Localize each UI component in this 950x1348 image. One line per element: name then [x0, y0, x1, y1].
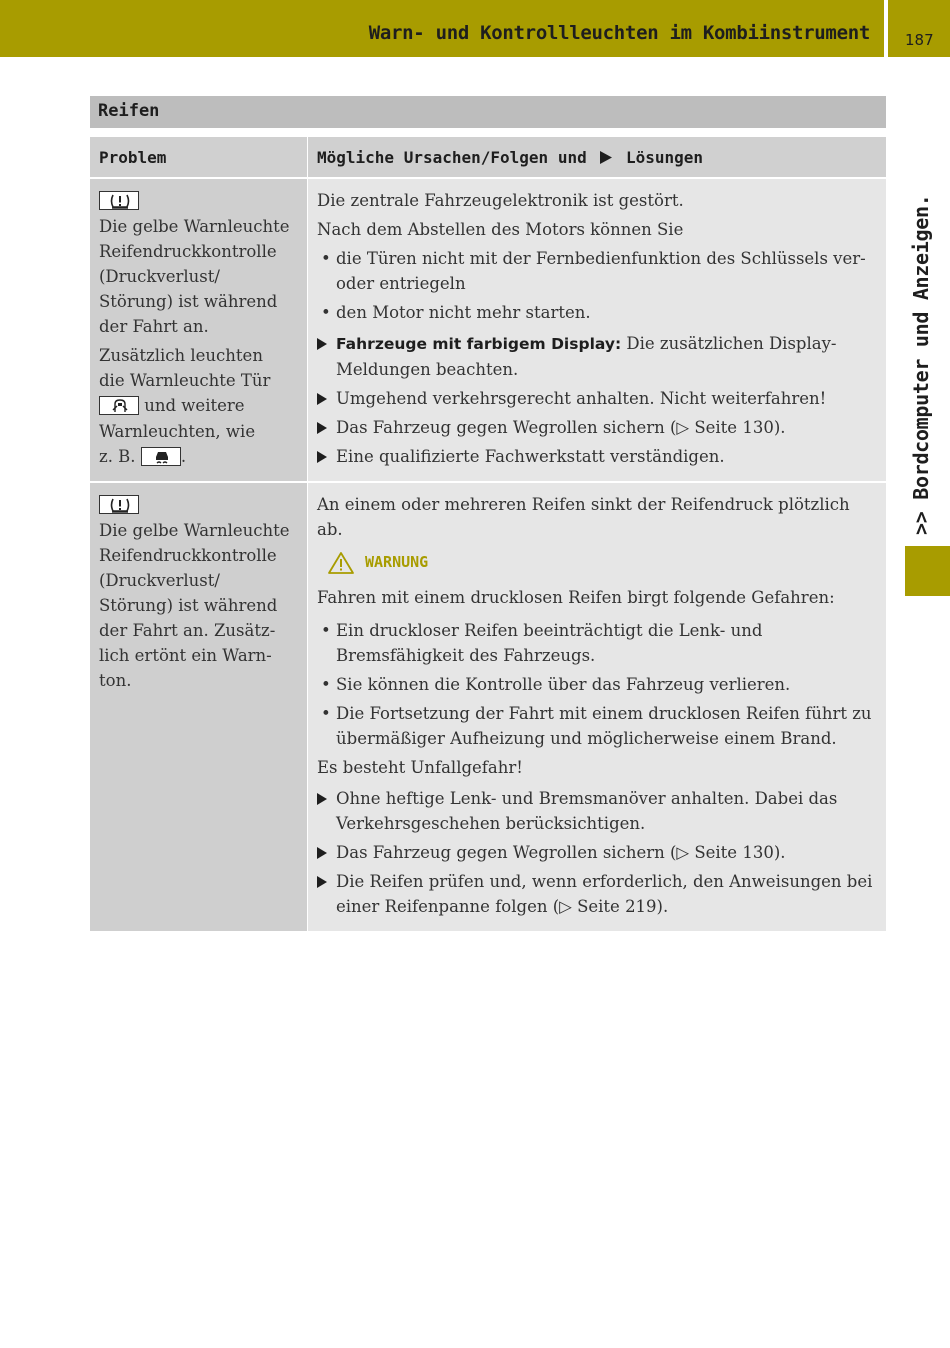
problem-text-line: die Warnleuchte Tür: [99, 371, 271, 390]
table-header-row: [90, 137, 886, 179]
cause-text: Nach dem Abstellen des Motors können Sie: [317, 220, 684, 239]
solution-arrow-icon: [599, 150, 613, 165]
list-item: • die Türen nicht mit der Fernbedienfunktion des Schlüssels ver- oder entriegeln: [321, 249, 866, 293]
header-solutions-text: Lösungen: [626, 148, 704, 167]
warning-light-table: [90, 137, 886, 933]
problem-text-inline: und weitere: [144, 396, 245, 415]
header-bar: [0, 0, 884, 57]
list-item: • den Motor nicht mehr starten.: [321, 303, 591, 322]
cause-text: Die zentrale Fahrzeugelektronik ist gestört.: [317, 191, 684, 210]
cause-text: Fahren mit einem drucklosen Reifen birgt folgende Gefahren:: [317, 588, 835, 607]
problem-text-line: [99, 393, 301, 419]
section-title: Reifen: [98, 101, 160, 121]
header-problem: Problem: [90, 137, 307, 177]
header-causes-text: Mögliche Ursachen/Folgen und: [317, 148, 587, 167]
page-number: 187: [905, 31, 934, 49]
action-arrow-icon: [317, 422, 327, 434]
header-causes: [308, 137, 886, 177]
action-item: Das Fahrzeug gegen Wegrollen sichern (▷ Seite 130).: [317, 415, 880, 440]
tire-pressure-warning-icon: [99, 191, 139, 210]
action-item: Ohne heftige Lenk- und Bremsmanöver anhalten. Dabei das Verkehrsgeschehen berücksichtigen.: [317, 786, 880, 836]
list-item: • Ein druckloser Reifen beeinträchtigt die Lenk- und Bremsfähigkeit des Fahrzeugs.: [321, 621, 763, 665]
warning-notice: [327, 550, 880, 575]
causes-cell: [308, 483, 886, 931]
problem-text-inline: z. B.: [99, 447, 136, 466]
problem-text-line: lich ertönt ein Warn-: [99, 646, 272, 665]
problem-text-line: der Fahrt an. Zusätz-: [99, 621, 276, 640]
problem-text-line: ton.: [99, 671, 132, 690]
cause-text: An einem oder mehreren Reifen sinkt der Reifendruck plötzlich ab.: [317, 495, 850, 539]
section-header: [90, 96, 886, 128]
action-arrow-icon: [317, 451, 327, 463]
action-arrow-icon: [317, 338, 327, 350]
cause-text: Es besteht Unfallgefahr!: [317, 758, 523, 777]
list-item: • Die Fortsetzung der Fahrt mit einem drucklosen Reifen führt zu übermäßiger Aufheizung und möglicherweise einem Brand.: [321, 704, 872, 748]
door-open-warning-icon: [99, 396, 139, 415]
problem-text-line: [99, 444, 301, 470]
problem-cell: [90, 179, 307, 481]
action-arrow-icon: [317, 393, 327, 405]
problem-text-line: Reifendruckkontrolle: [99, 546, 277, 565]
action-arrow-icon: [317, 793, 327, 805]
problem-text-line: (Druckverlust/: [99, 571, 220, 590]
page-number-box: [888, 0, 950, 57]
problem-text-line: Zusätzlich leuchten: [99, 346, 263, 365]
problem-text-line: Störung) ist während: [99, 292, 278, 311]
problem-cell: [90, 483, 307, 931]
problem-text-line: Die gelbe Warnleuchte: [99, 217, 290, 236]
action-item: Das Fahrzeug gegen Wegrollen sichern (▷ Seite 130).: [317, 840, 880, 865]
problem-text-inline: .: [180, 447, 187, 466]
table-row: [90, 483, 886, 933]
problem-text-line: Störung) ist während: [99, 596, 278, 615]
action-item: Umgehend verkehrsgerecht anhalten. Nicht weiterfahren!: [317, 386, 880, 411]
problem-text-line: Reifendruckkontrolle: [99, 242, 277, 261]
warning-label: WARNUNG: [365, 553, 429, 571]
warning-triangle-icon: [327, 551, 355, 575]
side-chapter-label: >> Bordcomputer und Anzeigen.: [909, 194, 933, 535]
chapter-tab-marker: [905, 546, 950, 596]
list-item: • Sie können die Kontrolle über das Fahrzeug verlieren.: [321, 675, 791, 694]
page-title: Warn- und Kontrollleuchten im Kombiinstrument: [368, 22, 870, 44]
action-arrow-icon: [317, 876, 327, 888]
side-chapter-title: [906, 140, 936, 535]
problem-text-line: der Fahrt an.: [99, 317, 209, 336]
tire-pressure-warning-icon: [99, 495, 139, 514]
problem-text-line: Die gelbe Warnleuchte: [99, 521, 290, 540]
table-row: [90, 179, 886, 483]
action-item: Eine qualifizierte Fachwerkstatt verständigen.: [317, 444, 880, 469]
action-arrow-icon: [317, 847, 327, 859]
action-item: Die Reifen prüfen und, wenn erforderlich, den Anweisungen bei einer Reifenpanne folgen (▷ Seite 219).: [317, 869, 880, 919]
skidding-car-warning-icon: [141, 447, 181, 466]
problem-text-line: (Druckverlust/: [99, 267, 220, 286]
problem-text-line: Warnleuchten, wie: [99, 422, 256, 441]
causes-cell: [308, 179, 886, 481]
action-item: Fahrzeuge mit farbigem Display: Die zusätzlichen Display-Meldungen beachten.: [317, 331, 880, 382]
